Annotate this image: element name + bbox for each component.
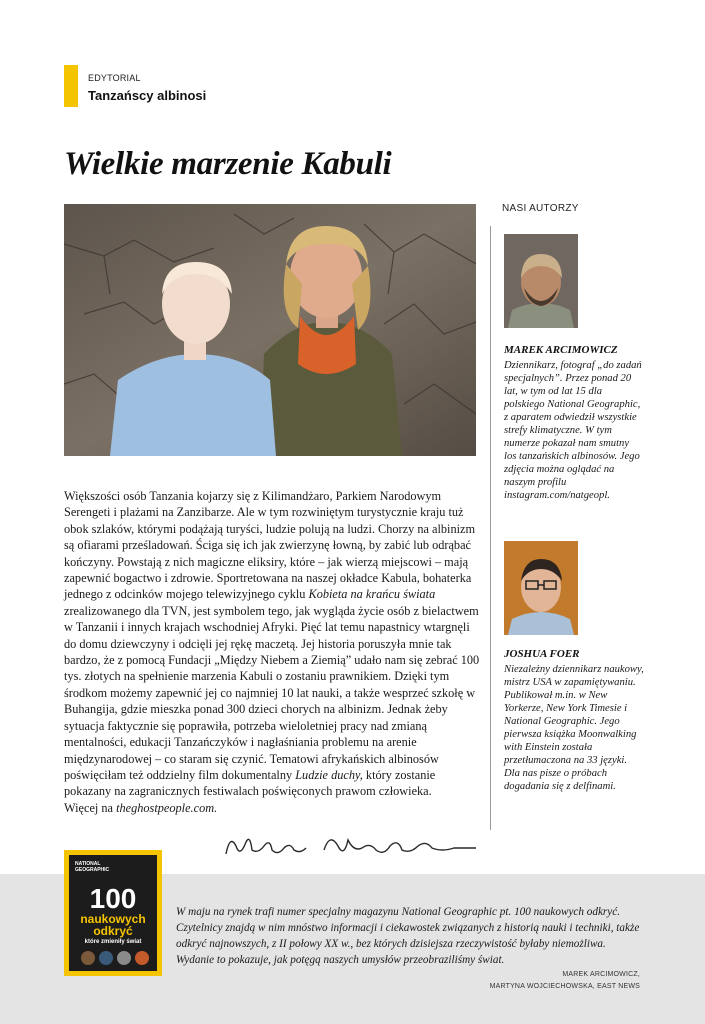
article-paragraph [64,488,484,816]
film-title: Ludzie duchy, [295,767,363,782]
article-body [64,488,484,816]
magazine-thumb [81,951,95,965]
magazine-brand [75,861,109,873]
magazine-title-line2: odkryć [93,924,133,938]
magazine-number: 100 [89,883,137,914]
photo-credits-line2: MARTYNA WOJCIECHOWSKA, EAST NEWS [489,983,640,990]
section-label: EDYTORIAL [88,73,141,83]
author-photo-foer [504,541,578,635]
magazine-thumb [135,951,149,965]
magazine-brand-line2: GEOGRAPHIC [75,867,110,873]
main-photo-illustration [64,204,476,456]
magazine-subtitle: które zmieniły świat [84,939,142,945]
magazine-thumb [117,951,131,965]
main-photo [64,204,476,456]
column-divider [490,226,491,830]
author-photo-arcimowicz [504,234,578,328]
article-text-part-3: który zostanie pokazany na zagranicznych festiwalach poświęconych prawom człowieka. [64,767,436,799]
photo-credits [400,969,640,993]
author-name: JOSHUA FOER [504,648,580,660]
magazine-thumb [99,951,113,965]
magazine-brand-line1: NATIONAL [75,861,101,867]
magazine-title-line1: naukowych [80,912,146,926]
section-accent-bar [64,65,78,107]
article-text-part-1: Większości osób Tanzania kojarzy się z Kilimandżaro, Parkiem Narodowym Serengeti i plażami na Zanzibarze. Ale w tym rozwiniętym turystycznie kraju tuż obok szlaków, którymi podążają turyści, ludzie polują na ludzi. Chorzy na albinizm są ofiarami prześladowań. Ściga się ich jak zwierzynę łowną, by zabić lub odrąbać kończyny. Powstają z nich magiczne eliksiry, które – jak wierzą miejscowi – mają zapewnić bogactwo i zdrowie. Sportretowana na naszej okładce Kabula, bohaterka jednego z odcinków mojego telewizyjnego cyklu [64,489,476,602]
tv-series-title: Kobieta na krańcu świata [308,587,436,602]
page-title: Wielkie marzenie Kabuli [64,146,392,182]
author-bio: Niezależny dziennikarz naukowy, mistrz USA w zapamiętywaniu. Publikował m.in. w New Yorkerze, New York Timesie i National Geographic. Jego pierwsza książka Moonwalking with Einstein została przetłumaczona na 33 języki. Dla nas pisze o próbach dogadania się z delfinami. [504,664,644,792]
photo-credits-line1: MAREK ARCIMOWICZ, [562,971,640,978]
author-name: MAREK ARCIMOWICZ [504,344,618,356]
author-signature [220,828,480,868]
authors-heading: NASI AUTORZY [502,203,579,214]
article-text-part-2: zrealizowanego dla TVN, jest symbolem tego, jak wygląda życie osób z bielactwem w Tanzanii i innych krajach wschodniej Afryki. Pięć lat temu napastnicy wtargnęli do domu dziewczyny i odcięli jej rękę maczetą. Jej historia poruszyła mnie tak bardzo, że z pomocą Fundacji „Między Niebem a Ziemią” udało nam się zebrać 100 tys. złotych na spełnienie marzenia Kabuli o zostaniu prawnikiem. Dzięki tym środkom możemy zapewnić jej co najmniej 10 lat nauki, a także wesprzeć szkołę w Buhangija, gdzie mieszka ponad 300 dzieci chorych na albinizm. Jednak żeby sytuacja faktycznie się poprawiła, potrzeba wieloletniej pracy nad zmianą mentalności, edukacji Tanzańczyków i nagłaśniania problemu na arenie międzynarodowej – co staram się czynić. Tematowi afrykańskich albinosów poświęciłam też oddzielny film dokumentalny [64,603,480,782]
section-title: Tanzańscy albinosi [88,88,207,103]
more-info-link[interactable]: theghostpeople.com. [116,800,218,815]
magazine-cover [64,850,162,976]
magazine-title [69,913,157,937]
more-info-prefix: Więcej na [64,800,114,815]
author-bio: Dziennikarz, fotograf „do zadań specjalnych”. Przez ponad 20 lat, w tym od lat 15 dla polskiego National Geographic, z aparatem odwiedził wszystkie strefy klimatyczne. W tym numerze pokazał nam smutny los tanzańskich albinosów. Jego zdjęcia można oglądać na naszym profilu instagram.com/natgeopl. [504,360,642,501]
footer-promo-text: W maju na rynek trafi numer specjalny magazynu National Geographic pt. 100 naukowych odkryć. Czytelnicy znajdą w nim mnóstwo informacji i ciekawostek związanych z historią nauki i techniki, także odkryć najnowszych, z II połowy XX w., bez których dzisiejsza rzeczywistość byłaby niemożliwa. Wydanie to pokazuje, jak potęgą naszych umysłów przeobraziliśmy świat. [176,906,640,966]
